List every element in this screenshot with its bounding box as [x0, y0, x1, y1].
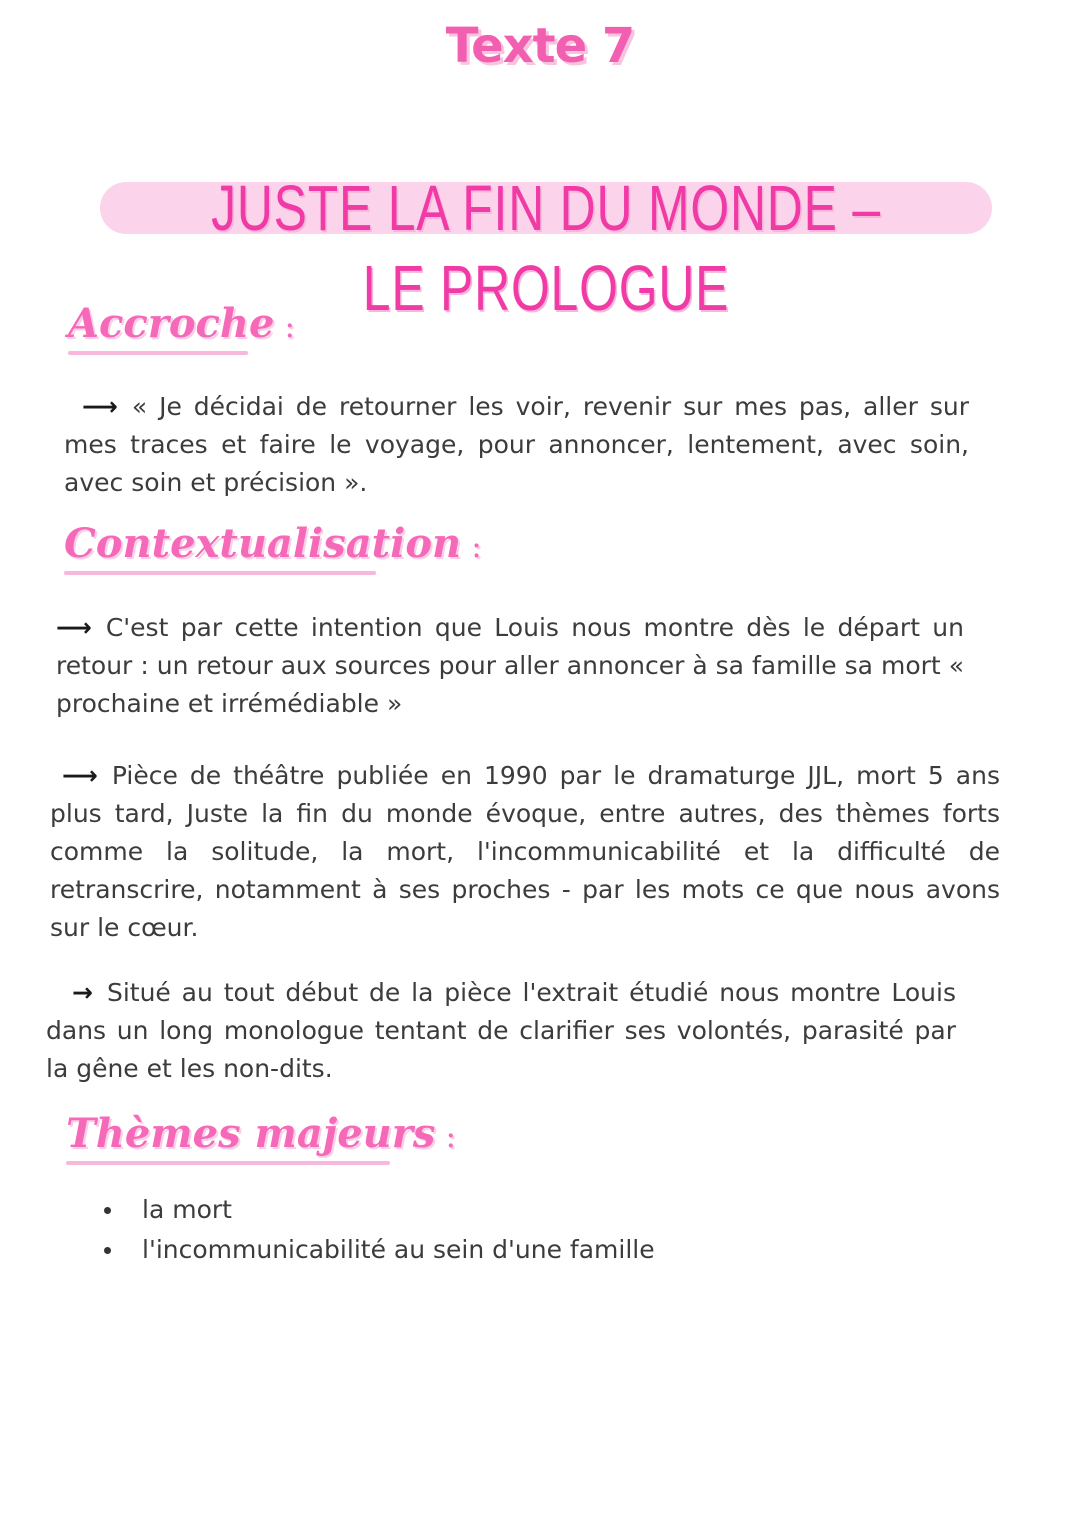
- arrow-icon: ⟶: [82, 392, 118, 421]
- contextualisation-heading: [64, 520, 482, 567]
- themes-colon: :: [445, 1117, 457, 1155]
- document-title: Texte 7: [445, 18, 635, 74]
- contextualisation-heading-label: Contextualisation: [64, 520, 462, 567]
- accroche-quote: « Je décidai de retourner les voir, revenir sur mes pas, aller sur mes traces et faire le voyage, pour annoncer, lentement, avec soin, avec soin et précision ».: [64, 392, 969, 497]
- arrow-icon: ⟶: [56, 613, 92, 642]
- arrow-icon: →: [72, 978, 93, 1007]
- accroche-underline: [68, 351, 248, 355]
- contextualisation-underline: [64, 571, 376, 575]
- contextualisation-colon: :: [471, 527, 482, 565]
- themes-heading: [66, 1110, 456, 1157]
- contextualisation-paragraph-3: [46, 974, 956, 1088]
- paragraph-text: C'est par cette intention que Louis nous montre dès le départ un retour : un retour aux sources pour aller annoncer à sa famille sa mort « prochaine et irrémédiable »: [56, 613, 964, 718]
- accroche-heading-label: Accroche: [68, 300, 275, 347]
- themes-underline: [66, 1161, 390, 1165]
- arrow-icon: ⟶: [62, 761, 98, 790]
- contextualisation-paragraph-1: [56, 609, 964, 723]
- themes-heading-label: Thèmes majeurs: [66, 1110, 436, 1157]
- accroche-paragraph: [64, 388, 969, 502]
- paragraph-text: Pièce de théâtre publiée en 1990 par le dramaturge JJL, mort 5 ans plus tard, Juste la fin du monde évoque, entre autres, des thèmes forts comme la solitude, la mort, l'incommunicabilité et la difficulté de retranscrire, notamment à ses proches - par les mots ce que nous avons sur le cœur.: [50, 761, 1000, 942]
- paragraph-text: Situé au tout début de la pièce l'extrait étudié nous montre Louis dans un long monologue tentant de clarifier ses volontés, parasité par la gêne et les non-dits.: [46, 978, 956, 1083]
- title-banner: JUSTE LA FIN DU MONDE – LE PROLOGUE: [211, 172, 881, 324]
- list-item: la mort: [100, 1190, 655, 1230]
- accroche-colon: :: [284, 307, 296, 345]
- contextualisation-paragraph-2: [50, 757, 1000, 947]
- list-item: l'incommunicabilité au sein d'une famille: [100, 1230, 655, 1270]
- accroche-heading: [68, 300, 295, 347]
- themes-list: [100, 1190, 655, 1270]
